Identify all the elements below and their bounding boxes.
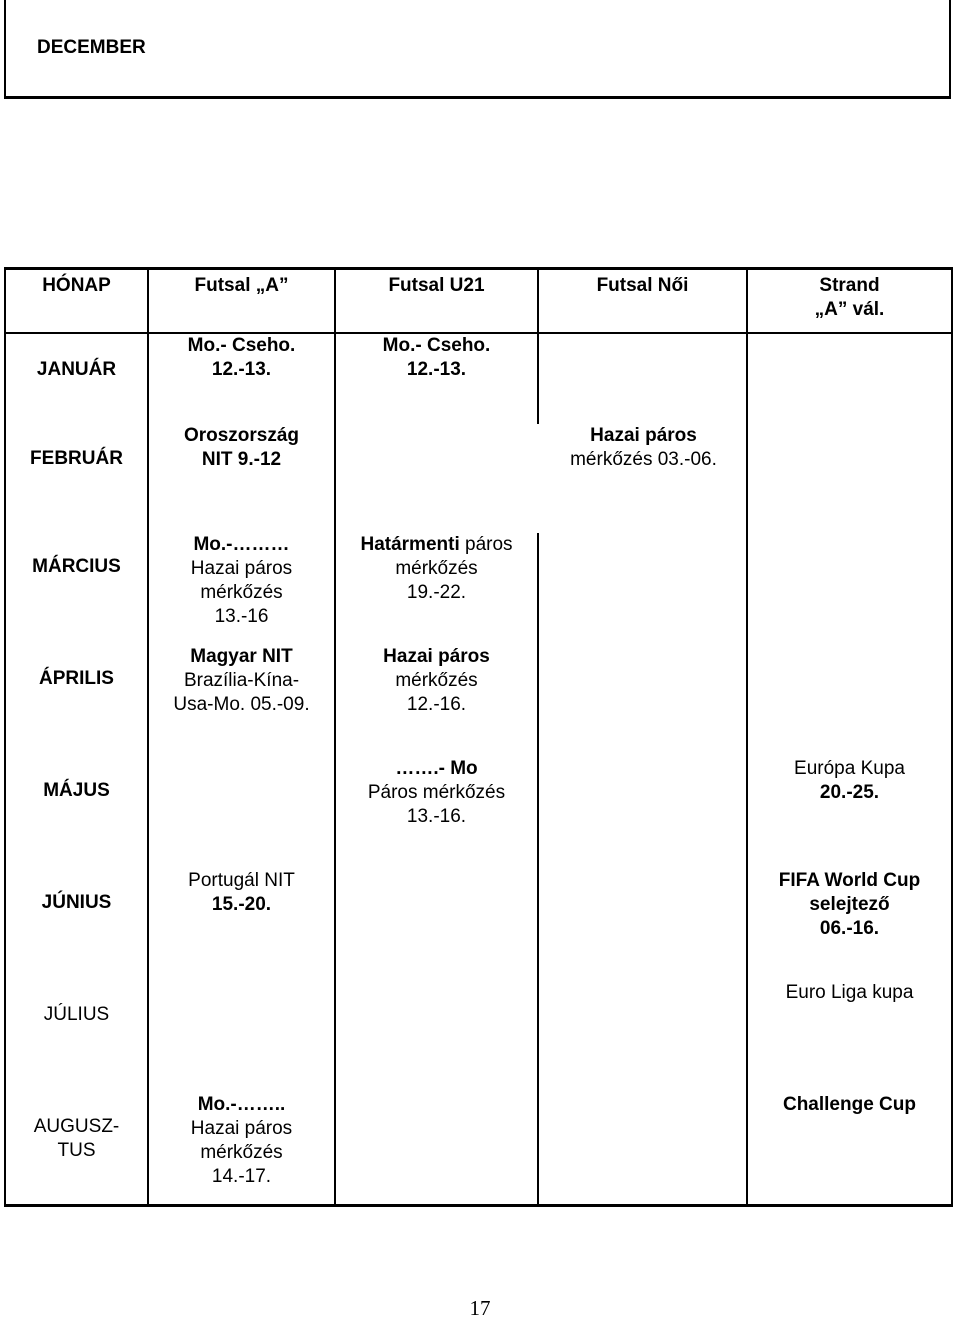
- table-row: [5, 424, 952, 533]
- header-strand: Strand „A” vál.: [747, 269, 952, 334]
- month-aprilis: ÁPRILIS: [5, 645, 148, 757]
- schedule-table: [4, 267, 953, 1207]
- cell-januar-u21: Mo.- Cseho. 12.-13.: [335, 333, 538, 424]
- cell-junius-u21: [335, 869, 538, 981]
- cell-majus-futsal-a: [148, 757, 335, 869]
- cell-majus-u21: …….- Mo Páros mérkőzés 13.-16.: [335, 757, 538, 869]
- month-februar: FEBRUÁR: [5, 424, 148, 533]
- cell-junius-futsal-a: Portugál NIT 15.-20.: [148, 869, 335, 981]
- header-month: HÓNAP: [5, 269, 148, 334]
- cell-marcius-futsal-a: Mo.-……… Hazai páros mérkőzés 13.-16: [148, 533, 335, 645]
- cell-majus-noi: [538, 757, 747, 869]
- month-julius: JÚLIUS: [5, 981, 148, 1093]
- table-row: [5, 1093, 952, 1205]
- cell-januar-noi: [538, 333, 747, 424]
- cell-junius-noi: [538, 869, 747, 981]
- cell-augusztus-u21: [335, 1093, 538, 1205]
- table-row: [5, 869, 952, 981]
- month-december: DECEMBER: [37, 37, 146, 58]
- cell-aprilis-futsal-a: Magyar NIT Brazília-Kína- Usa-Mo. 05.-09.: [148, 645, 335, 757]
- header-futsal-u21: Futsal U21: [335, 269, 538, 334]
- cell-aprilis-u21: Hazai páros mérkőzés 12.-16.: [335, 645, 538, 757]
- cell-aprilis-strand: [747, 645, 952, 757]
- cell-februar-futsal-a: Oroszország NIT 9.-12: [148, 424, 335, 533]
- table-row: [5, 645, 952, 757]
- december-table: [4, 0, 951, 99]
- cell-januar-futsal-a: Mo.- Cseho. 12.-13.: [148, 333, 335, 424]
- cell-augusztus-noi: [538, 1093, 747, 1205]
- cell-aprilis-noi: [538, 645, 747, 757]
- cell-februar-noi: Hazai páros mérkőzés 03.-06.: [335, 424, 747, 533]
- header-futsal-a: Futsal „A”: [148, 269, 335, 334]
- cell-julius-futsal-a: [148, 981, 335, 1093]
- table-row: [5, 533, 952, 645]
- month-augusztus: AUGUSZ- TUS: [5, 1093, 148, 1205]
- cell-julius-u21: [335, 981, 538, 1093]
- month-junius: JÚNIUS: [5, 869, 148, 981]
- month-majus: MÁJUS: [5, 757, 148, 869]
- table-row: [5, 757, 952, 869]
- cell-julius-noi: [538, 981, 747, 1093]
- page-number: 17: [469, 1296, 491, 1320]
- month-januar: JANUÁR: [5, 333, 148, 424]
- cell-julius-strand: Euro Liga kupa: [747, 981, 952, 1093]
- cell-marcius-strand: [747, 533, 952, 645]
- header-futsal-noi: Futsal Női: [538, 269, 747, 334]
- table-row: [5, 333, 952, 424]
- cell-augusztus-futsal-a: Mo.-…….. Hazai páros mérkőzés 14.-17.: [148, 1093, 335, 1205]
- cell-marcius-noi: [538, 533, 747, 645]
- table-row: [5, 981, 952, 1093]
- header-row: [5, 269, 952, 334]
- month-marcius: MÁRCIUS: [5, 533, 148, 645]
- cell-februar-strand: [747, 424, 952, 533]
- cell-junius-strand: FIFA World Cup selejtező 06.-16.: [747, 869, 952, 981]
- cell-januar-strand: [747, 333, 952, 424]
- cell-augusztus-strand: Challenge Cup: [747, 1093, 952, 1205]
- cell-marcius-u21: Határmenti páros mérkőzés 19.-22.: [335, 533, 538, 645]
- cell-majus-strand: Európa Kupa 20.-25.: [747, 757, 952, 869]
